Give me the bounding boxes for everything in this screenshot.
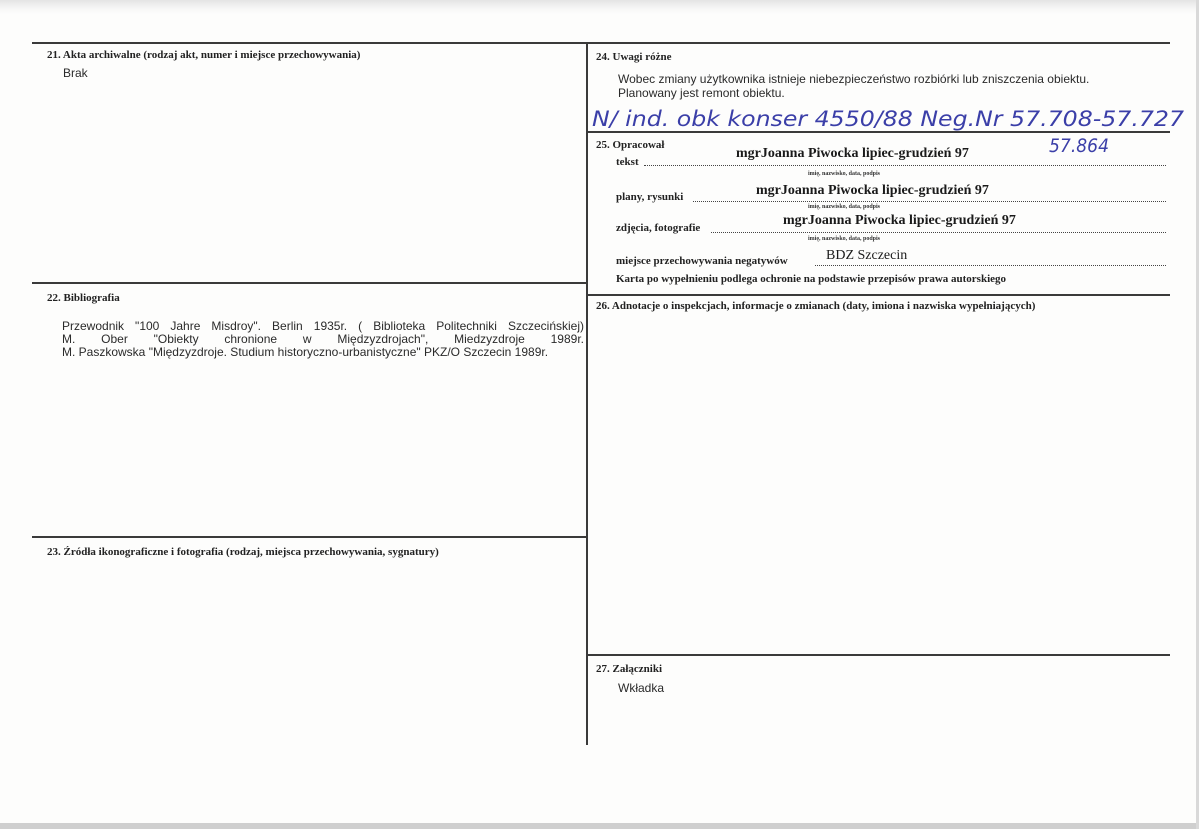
section-27-title: 27. Załączniki [596,663,663,675]
section-27-content: Wkładka [618,681,665,695]
top-rule [32,42,1170,44]
scan-edge-top [0,0,1199,14]
bibliography-list [62,320,584,359]
row-label-plany: plany, rysunki [616,191,684,203]
rule-22-23 [32,536,587,538]
caption-zdjecia: imię, nazwisko, data, podpis [808,236,881,242]
row-label-tekst: tekst [616,156,639,168]
scan-edge-bottom [0,823,1199,829]
author-plany: mgrJoanna Piwocka lipiec-grudzień 97 [756,183,989,198]
handwritten-line-2: 57.864 [1049,135,1109,157]
author-zdjecia: mgrJoanna Piwocka lipiec-grudzień 97 [783,213,1016,228]
rule-26-27 [587,654,1170,656]
bibliography-item: M. Ober "Obiekty chronione w Międzyzdrojach", Miedzyzdroje 1989r. [62,333,584,346]
copyright-note: Karta po wypełnieniu podlega ochronie na podstawie przepisów prawa autorskiego [616,273,1007,285]
dotted-line-plany [693,201,1166,202]
bibliography-item: Przewodnik "100 Jahre Misdroy". Berlin 1935r. ( Biblioteka Politechniki Szczecińskiej) [62,320,584,333]
section-23-title: 23. Źródła ikonograficzne i fotografia (rodzaj, miejsca przechowywania, sygnatury) [47,546,439,558]
caption-tekst: imię, nazwisko, data, podpis [808,171,881,177]
bibliography-item: M. Paszkowska "Międzyzdroje. Studium historyczno-urbanistyczne" PKZ/O Szczecin 1989r. [62,346,549,359]
author-tekst: mgrJoanna Piwocka lipiec-grudzień 97 [736,146,969,161]
section-21-title: 21. Akta archiwalne (rodzaj akt, numer i miejsce przechowywania) [47,49,361,61]
row-label-zdjecia: zdjęcia, fotografie [616,222,701,234]
section-24-line-2: Planowany jest remont obiektu. [618,86,785,100]
section-25-title: 25. Opracował [596,139,665,151]
section-24-line-1: Wobec zmiany użytkownika istnieje niebezpieczeństwo rozbiórki lub zniszczenia obiektu. [618,72,1090,86]
section-24-title: 24. Uwagi różne [596,51,672,63]
dotted-line-zdjecia [711,232,1166,233]
center-divider [586,42,588,745]
handwritten-line-1: N/ ind. obk konser 4550/88 Neg.Nr 57.708-57.727 [592,107,1185,131]
section-26-title: 26. Adnotacje o inspekcjach, informacje o zmianach (daty, imiona i nazwiska wypełniających) [596,300,1036,312]
section-22-title: 22. Bibliografia [47,292,120,304]
rule-25-26 [587,294,1170,296]
section-21-content: Brak [63,66,88,80]
negatives-location: BDZ Szczecin [826,248,908,263]
rule-21-22 [32,282,587,284]
dotted-line-negatywy [815,265,1166,266]
row-label-negatywy: miejsce przechowywania negatywów [616,255,788,267]
dotted-line-tekst [644,165,1166,166]
caption-plany: imię, nazwisko, data, podpis [808,204,881,210]
